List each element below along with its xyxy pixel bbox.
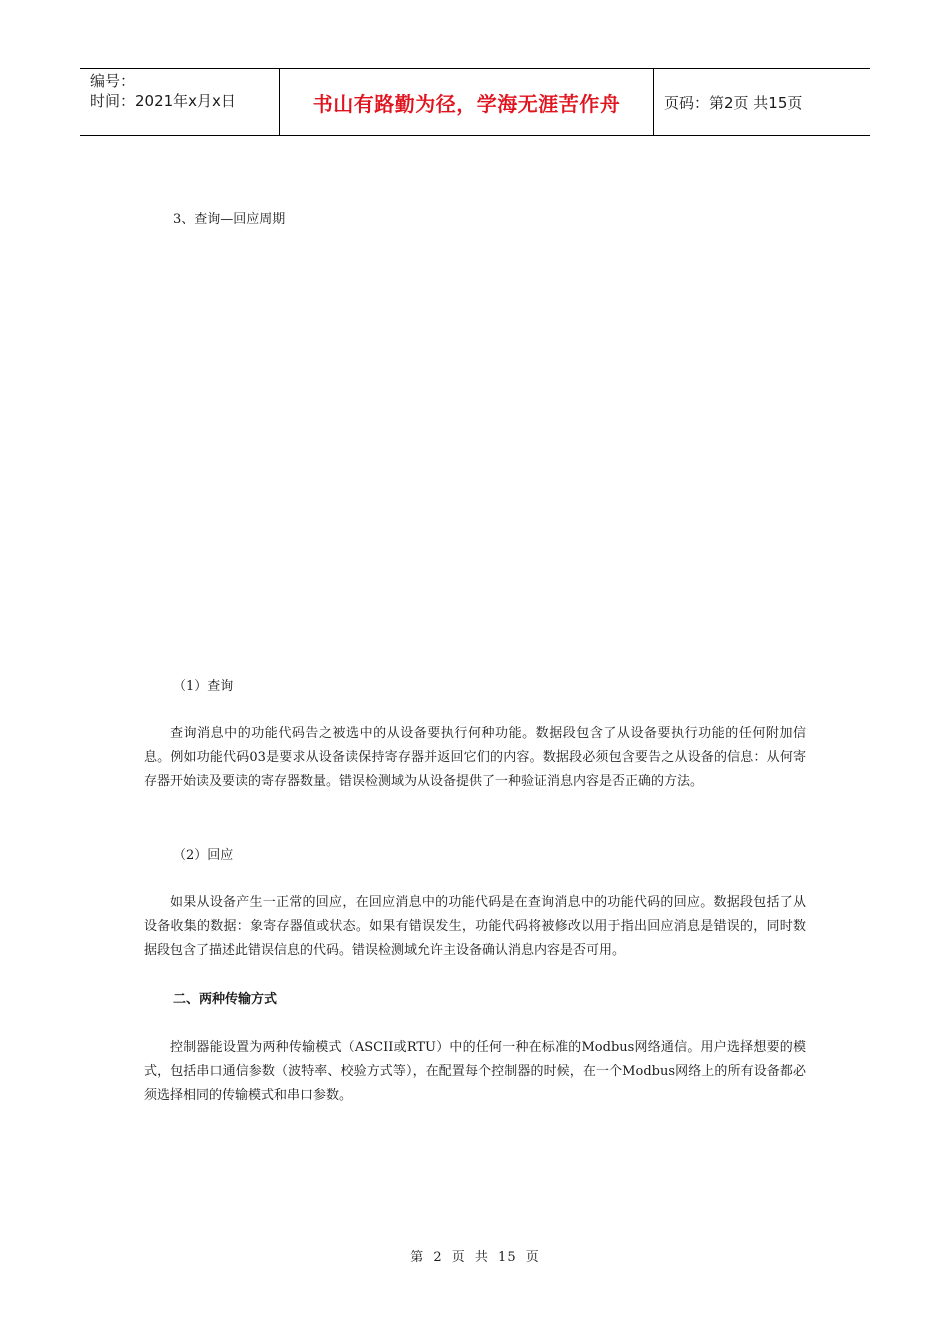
document-time: 时间：2021年x月x日 [90,92,236,110]
response-paragraph: 如果从设备产生一正常的回应，在回应消息中的功能代码是在查询消息中的功能代码的回应。数据段包括了从设备收集的数据：象寄存器值或状态。如果有错误发生，功能代码将被修改以用于指出回应消息是错误的，同时数据段包含了描述此错误信息的代码。错误检测域允许主设备确认消息内容是否可用。 [144,895,806,958]
response-heading: （2）回应 [173,848,234,863]
page-footer: 第 2 页 共 15 页 [410,1250,540,1265]
query-heading: （1）查询 [173,679,234,694]
document-number: 编号： [90,72,136,90]
header-meta [80,69,280,135]
header-page-number: 页码：第2页 共15页 [664,93,803,112]
section-2-title: 二、两种传输方式 [173,992,278,1007]
header-motto: 书山有路勤为径，学海无涯苦作舟 [280,69,654,135]
transmission-paragraph: 控制器能设置为两种传输模式（ASCII或RTU）中的任何一种在标准的Modbus网络通信。用户选择想要的模式，包括串口通信参数（波特率、校验方式等），在配置每个控制器的时候，在一个Modbus网络上的所有设备都必须选择相同的传输模式和串口参数。 [144,1040,806,1103]
page-header [80,68,870,136]
query-paragraph: 查询消息中的功能代码告之被选中的从设备要执行何种功能。数据段包含了从设备要执行功能的任何附加信息。例如功能代码03是要求从设备读保持寄存器并返回它们的内容。数据段必须包含要告之从设备的信息：从何寄存器开始读及要读的寄存器数量。错误检测域为从设备提供了一种验证消息内容是否正确的方法。 [144,726,806,789]
section-3-title: 3、查询—回应周期 [173,212,286,227]
